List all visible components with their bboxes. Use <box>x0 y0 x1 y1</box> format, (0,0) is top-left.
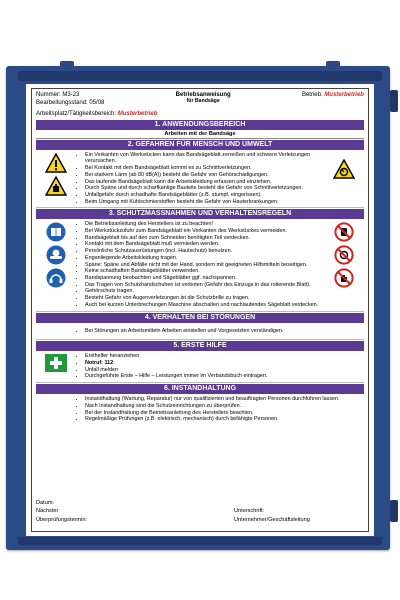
section-6-icons <box>36 394 76 425</box>
list-item: • Späne: Späne und Abfälle nicht mit der Hand, sondern mit geeigneten Hilfsmitteln beseitigen. <box>85 262 322 268</box>
list-item: • Die Betriebsanleitung des Herstellers ist zu beachten! <box>85 221 322 227</box>
section-2-icons <box>36 150 76 207</box>
footer-date: Datum: <box>36 499 55 506</box>
list-item: • Bandspannung beobachten und Sägeblätter ggf. nachspannen. <box>85 275 322 281</box>
section-6-text <box>76 394 364 425</box>
sheet-header <box>36 92 364 108</box>
list-item: • Das laufende Bandsägeblatt kann die Arbeitskleidung erfassen und einziehen. <box>85 179 322 185</box>
frame-hinge-bottom <box>390 500 398 522</box>
frame-hinge-top <box>390 90 398 112</box>
section-3-right-icons <box>324 219 364 310</box>
list-item: • Enganliegende Arbeitskleidung tragen. <box>85 255 322 261</box>
doc-title: Betriebsanweisung <box>175 92 231 98</box>
list-item: • Gehörschutz tragen. <box>85 288 322 294</box>
company-value: Musterbetrieb <box>324 92 364 98</box>
list-item: • Keine schadhaften Bandsägeblätter verwenden. <box>85 268 322 274</box>
list-item: • Bandsägeblatt bis auf den zum Schneiden benötigten Teil verdecken. <box>85 235 322 241</box>
section-4-text <box>76 323 364 340</box>
list-item: • Instandhaltung (Wartung, Reparatur) nur von qualifizierten und beauftragten Personen durchführen lassen. <box>85 396 362 402</box>
section-1-subline: Arbeiten mit der Bandsäge <box>36 130 364 139</box>
company-label: Betrieb: <box>301 92 323 98</box>
list-item: • Regelmäßige Prüfungen (z.B. elektrisch, mechanisch) durch befähigte Personen. <box>85 416 362 422</box>
footer-management: Unternehmer/Geschäftsleitung <box>234 516 310 523</box>
footer-row <box>36 517 364 523</box>
section-2-list <box>76 152 322 205</box>
no-hand-contact-icon <box>334 268 354 288</box>
section-4-list <box>76 328 364 334</box>
list-item: • Unfallgefahr durch schadhafte Bandsägeblätter (z.B. stumpf, eingerissen). <box>85 192 322 198</box>
section-5-list <box>76 353 362 379</box>
list-item: • Bei Werkstückzufuhr zum Bandsägeblatt ein Verkanten des Werkstückes vermeiden. <box>85 228 322 234</box>
hand-hazard-icon <box>45 176 67 196</box>
list-item: • Durchgeführte Erste – Hilfe – Leistungen immer im Verbandsbuch eintragen. <box>85 373 362 379</box>
work-area-line <box>36 111 364 118</box>
warning-icon <box>45 153 67 173</box>
section-6-title: 6. INSTANDHALTUNG <box>36 384 364 394</box>
section-3-icons <box>36 219 76 310</box>
entanglement-warning-icon <box>333 159 355 179</box>
section-2-body <box>36 150 364 208</box>
doc-date: Bearbeitungsstand: 05/08 <box>36 99 105 106</box>
section-6-list <box>76 396 362 422</box>
sheet-footer <box>36 500 364 525</box>
list-item: • Notruf: 112 <box>85 360 362 366</box>
list-item: • Unfall melden <box>85 367 362 373</box>
section-5-title: 5. ERSTE HILFE <box>36 341 364 351</box>
frame-strip-top <box>18 71 382 81</box>
goggles-icon <box>46 245 66 265</box>
instruction-sheet <box>26 84 374 536</box>
list-item: • Bei starkem Lärm (ab 80 dB(A)) besteht die Gefahr von Gehörschädigungen. <box>85 172 322 178</box>
area-label: Arbeitsplatz/Tätigkeitsbereich: <box>36 110 117 117</box>
section-5-icons <box>36 351 76 382</box>
no-gloves-icon <box>334 222 354 242</box>
header-left <box>36 92 104 108</box>
list-item: • Ersthelfer heranziehen <box>85 353 362 359</box>
list-item: • Bei Kontakt mit dem Bandsägeblatt kommt es zu Schnittverletzungen. <box>85 165 322 171</box>
header-center <box>176 92 231 105</box>
section-4-icons <box>36 323 76 340</box>
section-2-right-icons <box>324 150 364 207</box>
list-item: • Persönliche Schutzausrüstungen (incl. Hautschutz) benutzen. <box>85 248 322 254</box>
list-item: • Beim Umgang mit Kühlschmierstoffen besteht die Gefahr von Hauterkrankungen. <box>85 199 322 205</box>
section-5-body <box>36 351 364 383</box>
list-item: • Durch Späne und durch scharfkantige Bauteile besteht die Gefahr von Schnittverletzungen. <box>85 185 322 191</box>
area-value: Musterbetrieb <box>117 110 158 117</box>
no-loose-clothes-icon <box>334 245 354 265</box>
list-item: • Nach Instandhaltung sind die Schutzeinrichtungen zu überprüfen. <box>85 403 362 409</box>
list-item: • Bei Störungen an Arbeitsmitteln Arbeiten einstellen und Vorgesetzten verständigen. <box>85 328 364 334</box>
manual-icon <box>46 222 66 242</box>
section-4-title: 4. VERHALTEN BEI STÖRUNGEN <box>36 313 364 323</box>
list-item: • Bei der Instandhaltung die Betriebsanleitung des Herstellers beachten. <box>85 410 362 416</box>
doc-subtitle: für Bandsäge <box>186 97 220 104</box>
ear-protection-icon <box>46 268 66 288</box>
first-aid-icon <box>45 354 67 372</box>
footer-row <box>36 508 364 514</box>
doc-number: Nummer: M3-23 <box>36 92 80 98</box>
section-6-body <box>36 394 364 425</box>
list-item: • Das Tragen von Schutzhandschuhen ist verboten (Gefahr des Einzugs in das rotierende Blatt). <box>85 282 322 288</box>
list-item: • Ein Verkanten von Werkstücken kann das Bandsägeblatt zerreißen und schwere Verletzungen verursachen. <box>85 152 322 164</box>
section-3-title: 3. SCHUTZMASSNAHMEN UND VERHALTENSREGELN <box>36 209 364 219</box>
sheet-content <box>31 88 369 532</box>
section-2-title: 2. GEFAHREN FÜR MENSCH UND UMWELT <box>36 140 364 150</box>
list-item: • Auch bei kurzen Unterbrechungen Maschine abschalten und nachlaufendes Sägeblatt verdecken. <box>85 302 322 308</box>
section-3-list <box>76 221 322 308</box>
footer-signature: Unterschrift: <box>234 508 265 515</box>
footer-row <box>36 500 364 506</box>
list-item: • Kontakt mit dem Bandsägeblatt muß vermieden werden. <box>85 241 322 247</box>
section-3-text <box>76 219 324 310</box>
section-4-body <box>36 323 364 341</box>
footer-next: Nächster <box>36 508 59 515</box>
header-right <box>302 92 364 99</box>
section-5-text <box>76 351 364 382</box>
footer-review: Überprüfungstermin: <box>36 516 87 523</box>
section-2-text <box>76 150 324 207</box>
section-1-title: 1. ANWENDUNGSBEREICH <box>36 120 364 130</box>
list-item: • Besteht Gefahr von Augenverletzungen ist die Schutzbrille zu tragen. <box>85 295 322 301</box>
section-3-body <box>36 219 364 311</box>
frame-strip-bottom <box>18 537 382 545</box>
